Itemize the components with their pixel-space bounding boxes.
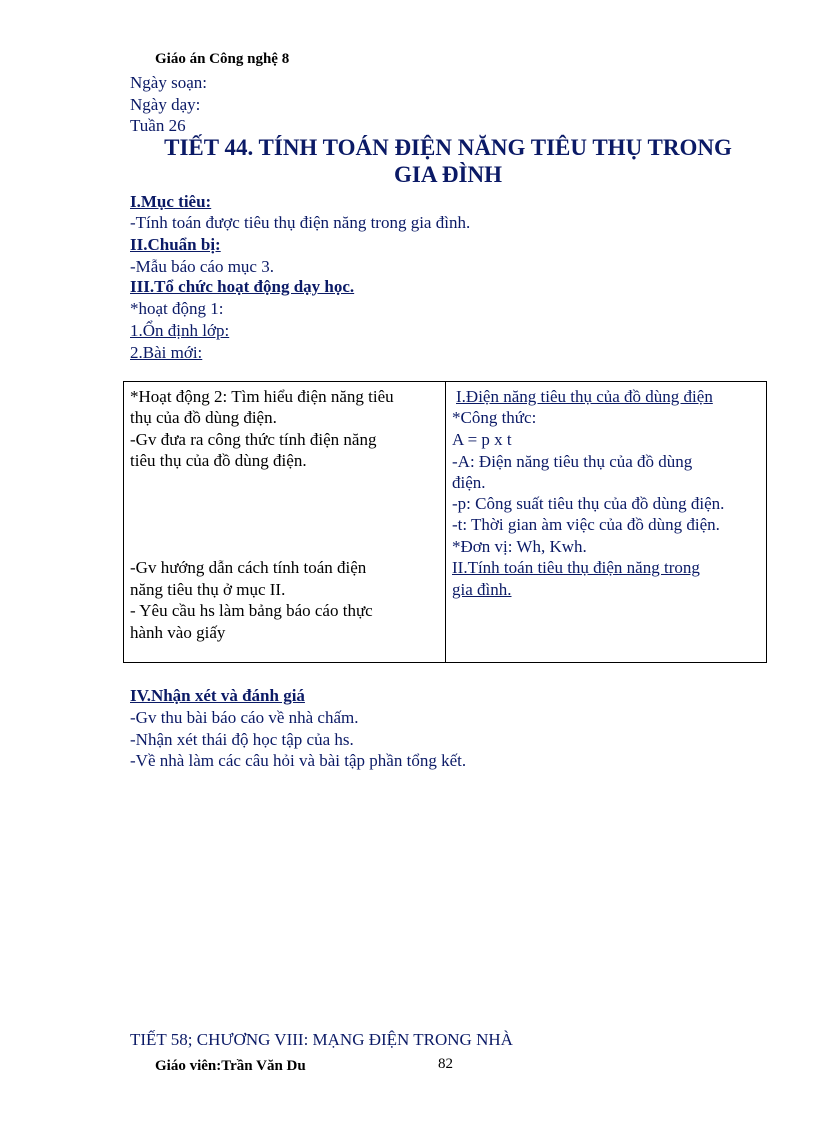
lesson-title-line1: TIẾT 44. TÍNH TOÁN ĐIỆN NĂNG TIÊU THỤ TRONG (164, 135, 732, 160)
section-activities-heading: III.Tổ chức hoạt động dạy học. (130, 277, 355, 296)
right-line-10: gia đình. (452, 580, 512, 599)
evaluation-line-1: -Gv thu bài báo cáo về nhà chấm. (130, 708, 359, 727)
right-line-6: -p: Công suất tiêu thụ của đồ dùng điện. (452, 494, 725, 513)
right-line-5: điện. (452, 473, 486, 492)
section-preparation-text: -Mẫu báo cáo mục 3. (130, 257, 274, 276)
activities-table (123, 381, 767, 663)
left-line-7: - Yêu cầu hs làm bảng báo cáo thực (130, 601, 373, 620)
section-objectives-heading: I.Mục tiêu: (130, 192, 212, 211)
prep-date-label: Ngày soạn: (130, 73, 207, 92)
right-line-3: A = p x t (452, 430, 512, 449)
evaluation-line-3: -Về nhà làm các câu hỏi và bài tập phần tổng kết. (130, 751, 467, 770)
right-line-1: I.Điện năng tiêu thụ của đồ dùng điện (456, 387, 713, 406)
left-line-4: tiêu thụ của đồ dùng điện. (130, 451, 307, 470)
right-line-7: -t: Thời gian àm việc của đồ dùng điện. (452, 515, 720, 534)
step-new-lesson: 2.Bài mới: (130, 343, 203, 362)
week-label: Tuần 26 (130, 116, 186, 135)
left-line-3: -Gv đưa ra công thức tính điện năng (130, 430, 377, 449)
left-line-1: *Hoạt động 2: Tìm hiểu điện năng tiêu (130, 387, 394, 406)
activity1-label: *hoạt động 1: (130, 299, 224, 318)
page-number: 82 (438, 1056, 453, 1072)
left-line-2: thụ của đồ dùng điện. (130, 408, 277, 427)
section-preparation-heading: II.Chuẩn bị: (130, 235, 221, 254)
teach-date-label: Ngày dạy: (130, 95, 201, 114)
left-line-5: -Gv hướng dẫn cách tính toán điện (130, 558, 367, 577)
subject-header: Giáo án Công nghệ 8 (155, 51, 290, 67)
evaluation-line-2: -Nhận xét thái độ học tập của hs. (130, 730, 354, 749)
teacher-activity-cell (124, 382, 446, 663)
right-line-9: II.Tính toán tiêu thụ điện năng trong (452, 558, 700, 577)
left-line-8: hành vào giấy (130, 623, 226, 642)
chapter-footer: TIẾT 58; CHƯƠNG VIII: MẠNG ĐIỆN TRONG NHÀ (130, 1030, 513, 1049)
left-line-6: năng tiêu thụ ở mục II. (130, 580, 286, 599)
teacher-name: Giáo viên:Trần Văn Du (155, 1058, 306, 1074)
content-cell (446, 382, 767, 663)
right-line-8: *Đơn vị: Wh, Kwh. (452, 537, 587, 556)
section-evaluation-heading: IV.Nhận xét và đánh giá (130, 686, 305, 705)
right-line-2: *Công thức: (452, 408, 537, 427)
right-line-4: -A: Điện năng tiêu thụ của đồ dùng (452, 452, 693, 471)
section-objectives-text: -Tính toán được tiêu thụ điện năng trong gia đình. (130, 213, 471, 232)
step-class-stabilize: 1.Ổn định lớp: (130, 321, 230, 340)
lesson-title-line2: GIA ĐÌNH (394, 162, 502, 187)
